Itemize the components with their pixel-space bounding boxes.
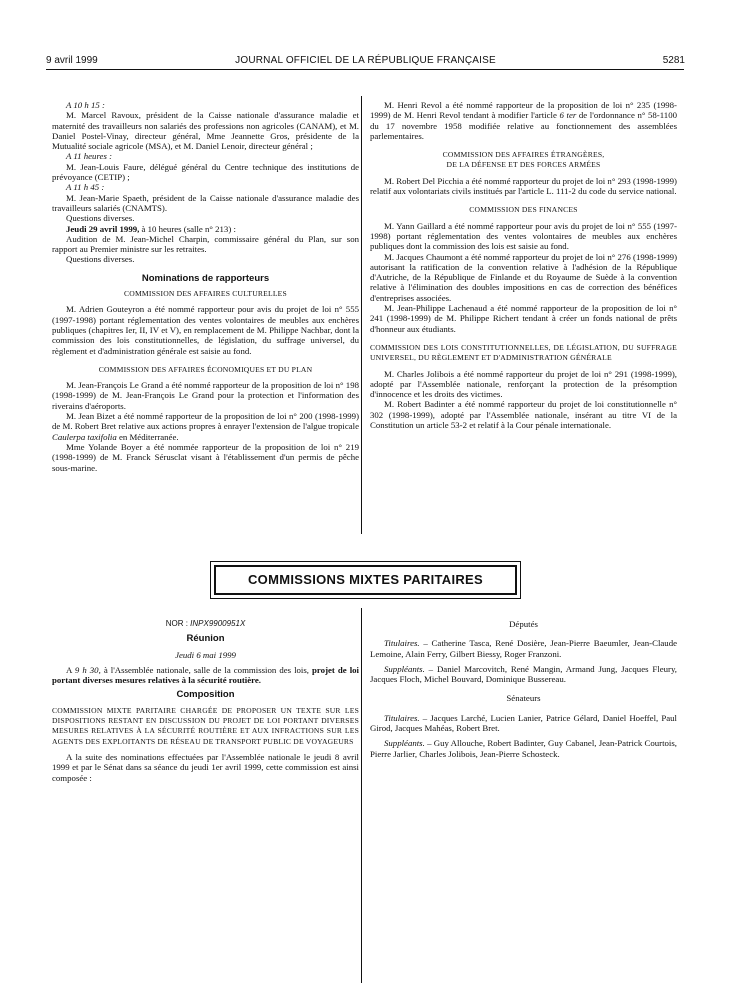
- text-run: A: [66, 664, 75, 675]
- section-heading: Composition: [176, 689, 235, 701]
- paragraph: M. Jean-Philippe Lachenaud a été nommé rapporteur de la proposition de loi n° 241 (1998-1999) de M. Philippe Richert tendant à créer un fonds national de prêts d'honneur aux étudiants.: [370, 303, 677, 334]
- paragraph: M. Jean-François Le Grand a été nommé rapporteur de la proposition de loi n° 198 (1998-1999) de M. Jean-François Le Grand pour la protection et l'information des riverains d'aéroports.: [52, 380, 359, 411]
- commission-heading: COMMISSION MIXTE PARITAIRE CHARGÉE DE PROPOSER UN TEXTE SUR LES DISPOSITIONS RESTANT EN DISCUSSION DU PROJET DE LOI PORTANT DIVERSES MESURES RELATIVES À LA SÉCURITÉ ROUTIÈRE ET AUX INFRACTIONS SUR LES AGENTS DES EXPLOITANTS DE RÉSEAU DE TRANSPORT PUBLIC DE VOYAGEURS: [52, 705, 359, 746]
- meeting-date-bold: Jeudi 29 avril 1999,: [66, 223, 140, 234]
- page-number: 5281: [662, 55, 685, 66]
- column-right-top: [370, 100, 677, 430]
- text-run: de l'ordonnance n° 58-1100 du 17 novembre 1958 modifiée relative au fonctionnement des assemblées parlementaires.: [370, 110, 678, 141]
- commission-heading: COMMISSION DES AFFAIRES ÉCONOMIQUES ET DU PLAN: [98, 364, 313, 374]
- group-heading: Députés: [509, 619, 538, 629]
- paragraph: Questions diverses.: [66, 213, 135, 224]
- member-list: [370, 664, 677, 685]
- paragraph: [52, 665, 359, 686]
- page-header: [0, 55, 731, 69]
- time-heading: A 11 heures :: [66, 151, 113, 162]
- column-separator: [361, 608, 362, 983]
- meeting-date: Jeudi 6 mai 1999: [175, 649, 236, 660]
- member-list: [370, 638, 677, 659]
- paragraph: M. Charles Jolibois a été nommé rapporteur du projet de loi n° 291 (1998-1999), adopté par l'Assemblée nationale, renforçant la protection de la présomption d'innocence et les droits des victimes.: [370, 368, 677, 400]
- text-run: M. Jean Bizet a été nommé rapporteur de la proposition de loi n° 200 (1998-1999) de M. Robert Bret relative aux actions propres à enrayer l'extension de l'algue tropicale: [52, 411, 359, 432]
- paragraph: Mme Yolande Boyer a été nommée rapporteur de la proposition de loi n° 219 (1998-1999) de M. Franck Sérusclat visant à l'établissement d'un permis de pêche sous-marine.: [52, 441, 359, 473]
- bill-title: projet de loi portant diverses mesures relatives à la sécurité routière.: [52, 664, 359, 686]
- commission-heading: COMMISSION DES FINANCES: [469, 205, 578, 215]
- paragraph: M. Robert Badinter a été nommé rapporteur du projet de loi constitutionnelle n° 302 (1998-1999), adopté par l'Assemblée nationale, insérant au titre VI de la Constitution un article 53-2 et relatif à la Cour pénale internationale.: [370, 399, 677, 431]
- member-list: [370, 738, 677, 759]
- meeting-date-rest: à 10 heures (salle n° 213) :: [139, 223, 236, 234]
- paragraph: Questions diverses.: [66, 254, 135, 265]
- paragraph: M. Robert Del Picchia a été nommé rapporteur du projet de loi n° 293 (1998-1999) relatif aux volontariats civils institués par l'article L. 111-2 du code du service national.: [370, 175, 677, 197]
- column-right-bottom: [370, 619, 677, 759]
- column-left-top: [52, 100, 359, 473]
- nor-label: NOR :: [165, 619, 191, 628]
- column-left-bottom: [52, 619, 359, 783]
- commission-heading: COMMISSION DES AFFAIRES ÉTRANGÈRES,: [442, 150, 605, 160]
- section-heading: Réunion: [186, 633, 225, 645]
- column-separator: [361, 96, 362, 534]
- species-name: Caulerpa taxifolia: [52, 431, 117, 442]
- paragraph: M. Jean-Louis Faure, délégué général du Centre technique des institutions de prévoyance (CETIP) ;: [52, 161, 359, 183]
- commission-heading: COMMISSION DES LOIS CONSTITUTIONNELLES, DE LÉGISLATION, DU SUFFRAGE UNIVERSEL, DU RÈGLEMENT ET D'ADMINISTRATION GÉNÉRALE: [370, 342, 677, 363]
- header-rule: [46, 69, 684, 70]
- text-run: en Méditerranée.: [116, 431, 179, 442]
- paragraph: M. Marcel Ravoux, président de la Caisse nationale d'assurance maladie et maternité des travailleurs non salariés des professions non agricoles (CANAM), et M. Daniel Postel-Vinay, directeur général, Mme Jeannette Gros, présidente de la Mutualité sociale agricole (MSA), et M. Daniel Lenoir, directeur général ;: [52, 110, 359, 152]
- list-names: – Guy Allouche, Robert Badinter, Guy Cabanel, Jean-Patrick Courtois, Pierre Jarlier, Charles Jolibois, Jean-Pierre Schosteck.: [370, 738, 677, 759]
- text-run: à l'Assemblée nationale, salle de la commission des lois,: [100, 664, 313, 675]
- nor-reference: [52, 619, 359, 629]
- section-banner: COMMISSIONS MIXTES PARITAIRES: [214, 565, 517, 595]
- paragraph: M. Yann Gaillard a été nommé rapporteur pour avis du projet de loi n° 555 (1997-1998) portant réglementation des ventes volontaires de meubles aux enchères publiques dont la commission des lois est saisie au fond.: [370, 220, 677, 252]
- paragraph: [52, 411, 359, 442]
- meeting-date: [52, 224, 359, 234]
- paragraph: M. Jacques Chaumont a été nommé rapporteur du projet de loi n° 276 (1998-1999) autorisant la ratification de la convention relative à l'adhésion de la République d'Autriche, de la République de Finlande et du Royaume de Suède à la convention relative à l'élimination des doubles impositions en cas de correction des bénéfices d'entreprises associées.: [370, 251, 677, 303]
- paragraph: M. Adrien Gouteyron a été nommé rapporteur pour avis du projet de loi n° 555 (1997-1998) portant réglementation des ventes volontaires de meubles aux enchères publiques (chapitres Ier, II, IV et V), en remplacement de M. Philippe Nachbar, dont la commission des lois constitutionnelles, de législation, du suffrage universel, du règlement et d'administration générale est saisie au fond.: [52, 304, 359, 356]
- nor-code: INPX9900951X: [190, 619, 246, 628]
- list-names: – Jacques Larché, Lucien Lanier, Patrice Gélard, Daniel Hoeffel, Paul Girod, Jacques Mahéas, Robert Bret.: [370, 712, 677, 734]
- list-names: – Catherine Tasca, René Dosière, Jean-Pierre Baeumler, Jean-Claude Lemoine, Alain Ferry, Gilbert Biessy, Roger Franzoni.: [370, 638, 677, 659]
- article-ref: 6 ter: [559, 110, 577, 121]
- list-label: Suppléants.: [384, 663, 425, 674]
- member-list: [370, 713, 677, 734]
- commission-heading: COMMISSION DES AFFAIRES CULTURELLES: [124, 289, 287, 299]
- section-heading: Nominations de rapporteurs: [141, 272, 270, 284]
- journal-title: JOURNAL OFFICIEL DE LA RÉPUBLIQUE FRANÇAISE: [235, 55, 496, 66]
- paragraph: A la suite des nominations effectuées par l'Assemblée nationale le jeudi 8 avril 1999 et par le Sénat dans sa séance du jeudi 1er avril 1999, cette commission est ainsi composée :: [52, 751, 359, 783]
- list-label: Titulaires.: [384, 712, 420, 723]
- time-heading: A 11 h 45 :: [66, 182, 105, 193]
- list-label: Titulaires.: [384, 638, 420, 649]
- paragraph: M. Jean-Marie Spaeth, président de la Caisse nationale d'assurance maladie des travailleurs salariés (CNAMTS).: [52, 192, 359, 213]
- list-names: – Daniel Marcovitch, René Mangin, Armand Jung, Jacques Fleury, Jacques Floch, Michel Bouvard, Dominique Bussereau.: [370, 663, 677, 685]
- list-label: Suppléants.: [384, 738, 425, 749]
- time: 9 h 30,: [74, 664, 101, 675]
- commission-heading: DE LA DÉFENSE ET DES FORCES ARMÉES: [446, 160, 601, 170]
- header-date: 9 avril 1999: [46, 55, 98, 66]
- paragraph: [370, 100, 677, 141]
- paragraph: Audition de M. Jean-Michel Charpin, commissaire général du Plan, sur son rapport au Premier ministre sur les retraites.: [52, 233, 359, 255]
- text-run: M. Henri Revol a été nommé rapporteur de la proposition de loi n° 235 (1998-1999) de M. Henri Revol tendant à modifier l'article: [370, 100, 677, 121]
- time-heading: A 10 h 15 :: [66, 100, 105, 110]
- group-heading: Sénateurs: [506, 693, 541, 704]
